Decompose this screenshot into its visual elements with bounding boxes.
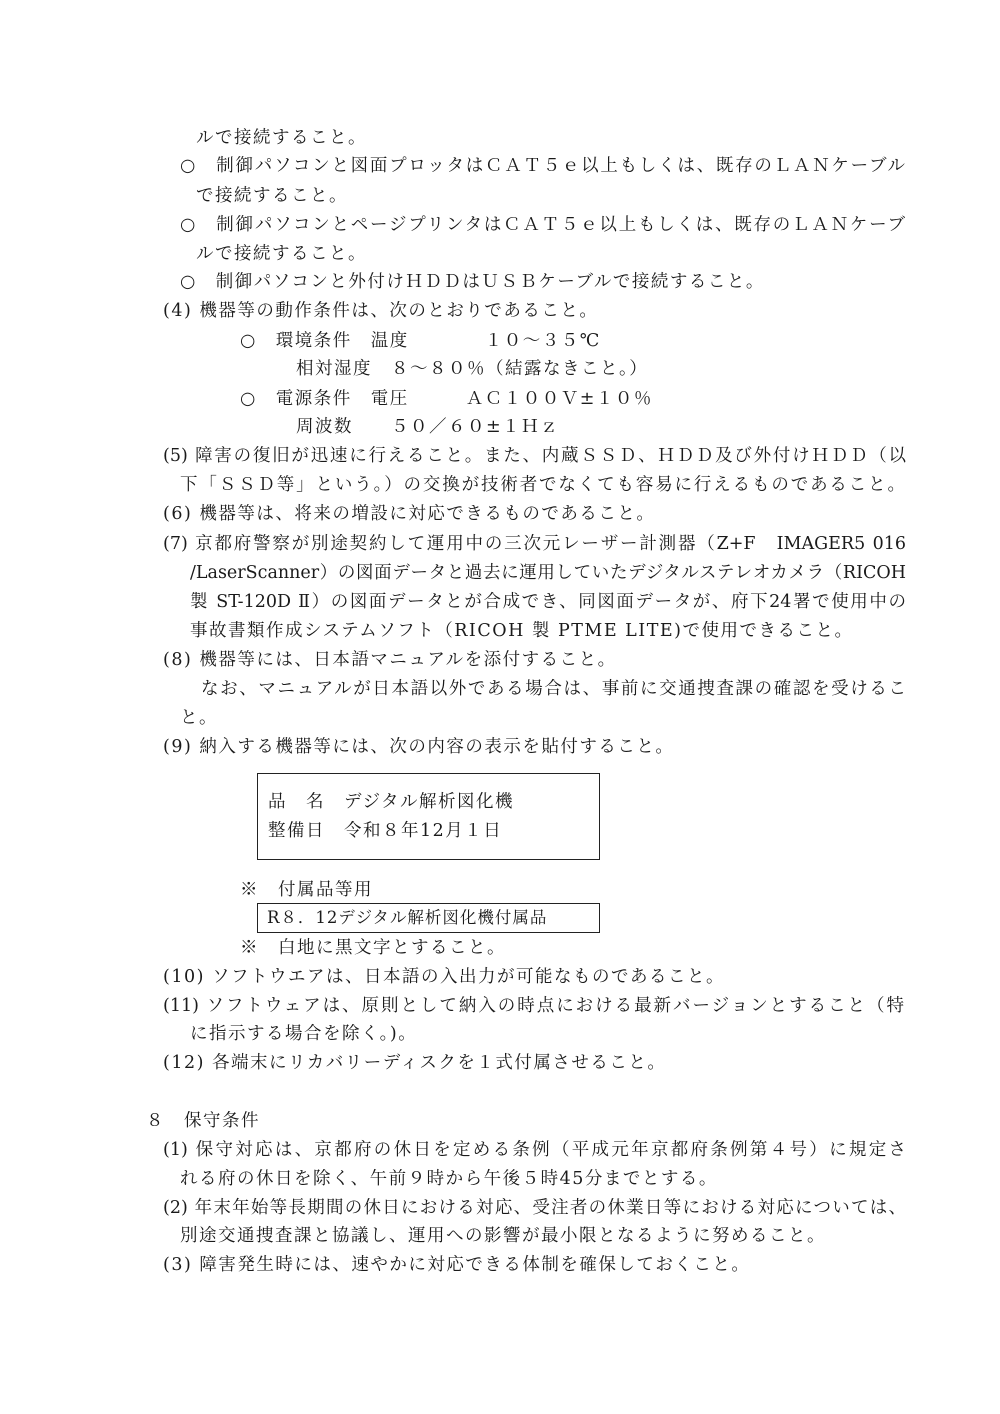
text-line: (1) 保守対応は、京都府の休日を定める条例（平成元年京都府条例第４号）に規定さ [163,1140,906,1160]
text-line: (3) 障害発生時には、速やかに対応できる体制を確保しておくこと。 [163,1255,751,1275]
text-line: (10) ソフトウエアは、日本語の入出力が可能なものであること。 [163,967,725,987]
text-line: /LaserScanner）の図面データと過去に運用していたデジタルステレオカメラ（RICOH [190,563,906,583]
text-line: (7) 京都府警察が別途契約して運用中の三次元レーザー計測器（Z+F IMAGER5 016 [163,534,906,554]
text-line: に指示する場合を除く。)。 [190,1024,418,1044]
text-line: (8) 機器等には、日本語マニュアルを添付すること。 [163,650,617,670]
accessory-label-box [257,903,600,933]
text-line: ○ 電源条件 電圧 ＡＣ１００Ｖ±１０％ [240,389,653,409]
text-line: (11) ソフトウェアは、原則として納入の時点における最新バージョンとすること（特 [163,996,904,1016]
text-line: 下「ＳＳＤ等」という。）の交換が技術者でなくても容易に行えるものであること。 [180,475,905,495]
text-line: で接続すること。 [196,186,348,206]
text-line: ○ 制御パソコンとページプリンタはＣＡＴ５ｅ以上もしくは、既存のＬＡＮケーブ [180,215,905,235]
text-line: ルで接続すること。 [196,244,367,264]
label-box-date-row: 整備日 令和８年12月１日 [268,821,503,841]
text-line: (12) 各端末にリカバリーディスクを１式付属させること。 [163,1053,667,1073]
text-line: と。 [180,708,218,728]
text-line: (2) 年末年始等長期間の休日における対応、受注者の休業日等における対応については、 [163,1198,906,1218]
section-heading: ８ 保守条件 [146,1111,260,1131]
text-line: ○ 制御パソコンと外付けＨＤＤはＵＳＢケーブルで接続すること。 [180,272,765,292]
text-line: 製 ST-120D Ⅱ）の図面データとが合成でき、同図面データが、府下24署で使用中の [190,592,906,612]
text-line: ○ 制御パソコンと図面プロッタはＣＡＴ５ｅ以上もしくは、既存のＬＡＮケーブル [180,156,905,176]
text-line: (6) 機器等は、将来の増設に対応できるものであること。 [163,504,656,524]
text-line: れる府の休日を除く、午前９時から午後５時45分までとする。 [180,1169,718,1189]
label-box-name-row: 品 名 デジタル解析図化機 [268,792,514,812]
text-line: 別途交通捜査課と協議し、運用への影響が最小限となるように努めること。 [180,1226,826,1246]
text-line: ○ 環境条件 温度 １０～３５℃ [240,331,601,351]
text-line: 周波数 ５０／６０±１Ｈｚ [296,417,560,437]
text-line: ※ 白地に黒文字とすること。 [240,938,506,958]
text-line: (9) 納入する機器等には、次の内容の表示を貼付すること。 [163,737,675,757]
text-line: なお、マニュアルが日本語以外である場合は、事前に交通捜査課の確認を受けるこ [201,679,906,699]
text-line: 相対湿度 ８～８０％（結露なきこと。） [296,359,649,379]
text-line: (4) 機器等の動作条件は、次のとおりであること。 [163,301,599,321]
text-line: ルで接続すること。 [196,128,367,148]
text-line: ※ 付属品等用 [240,880,373,900]
accessory-label-text: R８．12デジタル解析図化機付属品 [267,908,548,927]
text-line: (5) 障害の復旧が迅速に行えること。また、内蔵ＳＳＤ、ＨＤＤ及び外付けＨＤＤ（以 [163,446,906,466]
label-box [257,773,600,860]
text-line: 事故書類作成システムソフト（RICOH 製 PTME LITE)で使用できること。 [190,621,854,641]
